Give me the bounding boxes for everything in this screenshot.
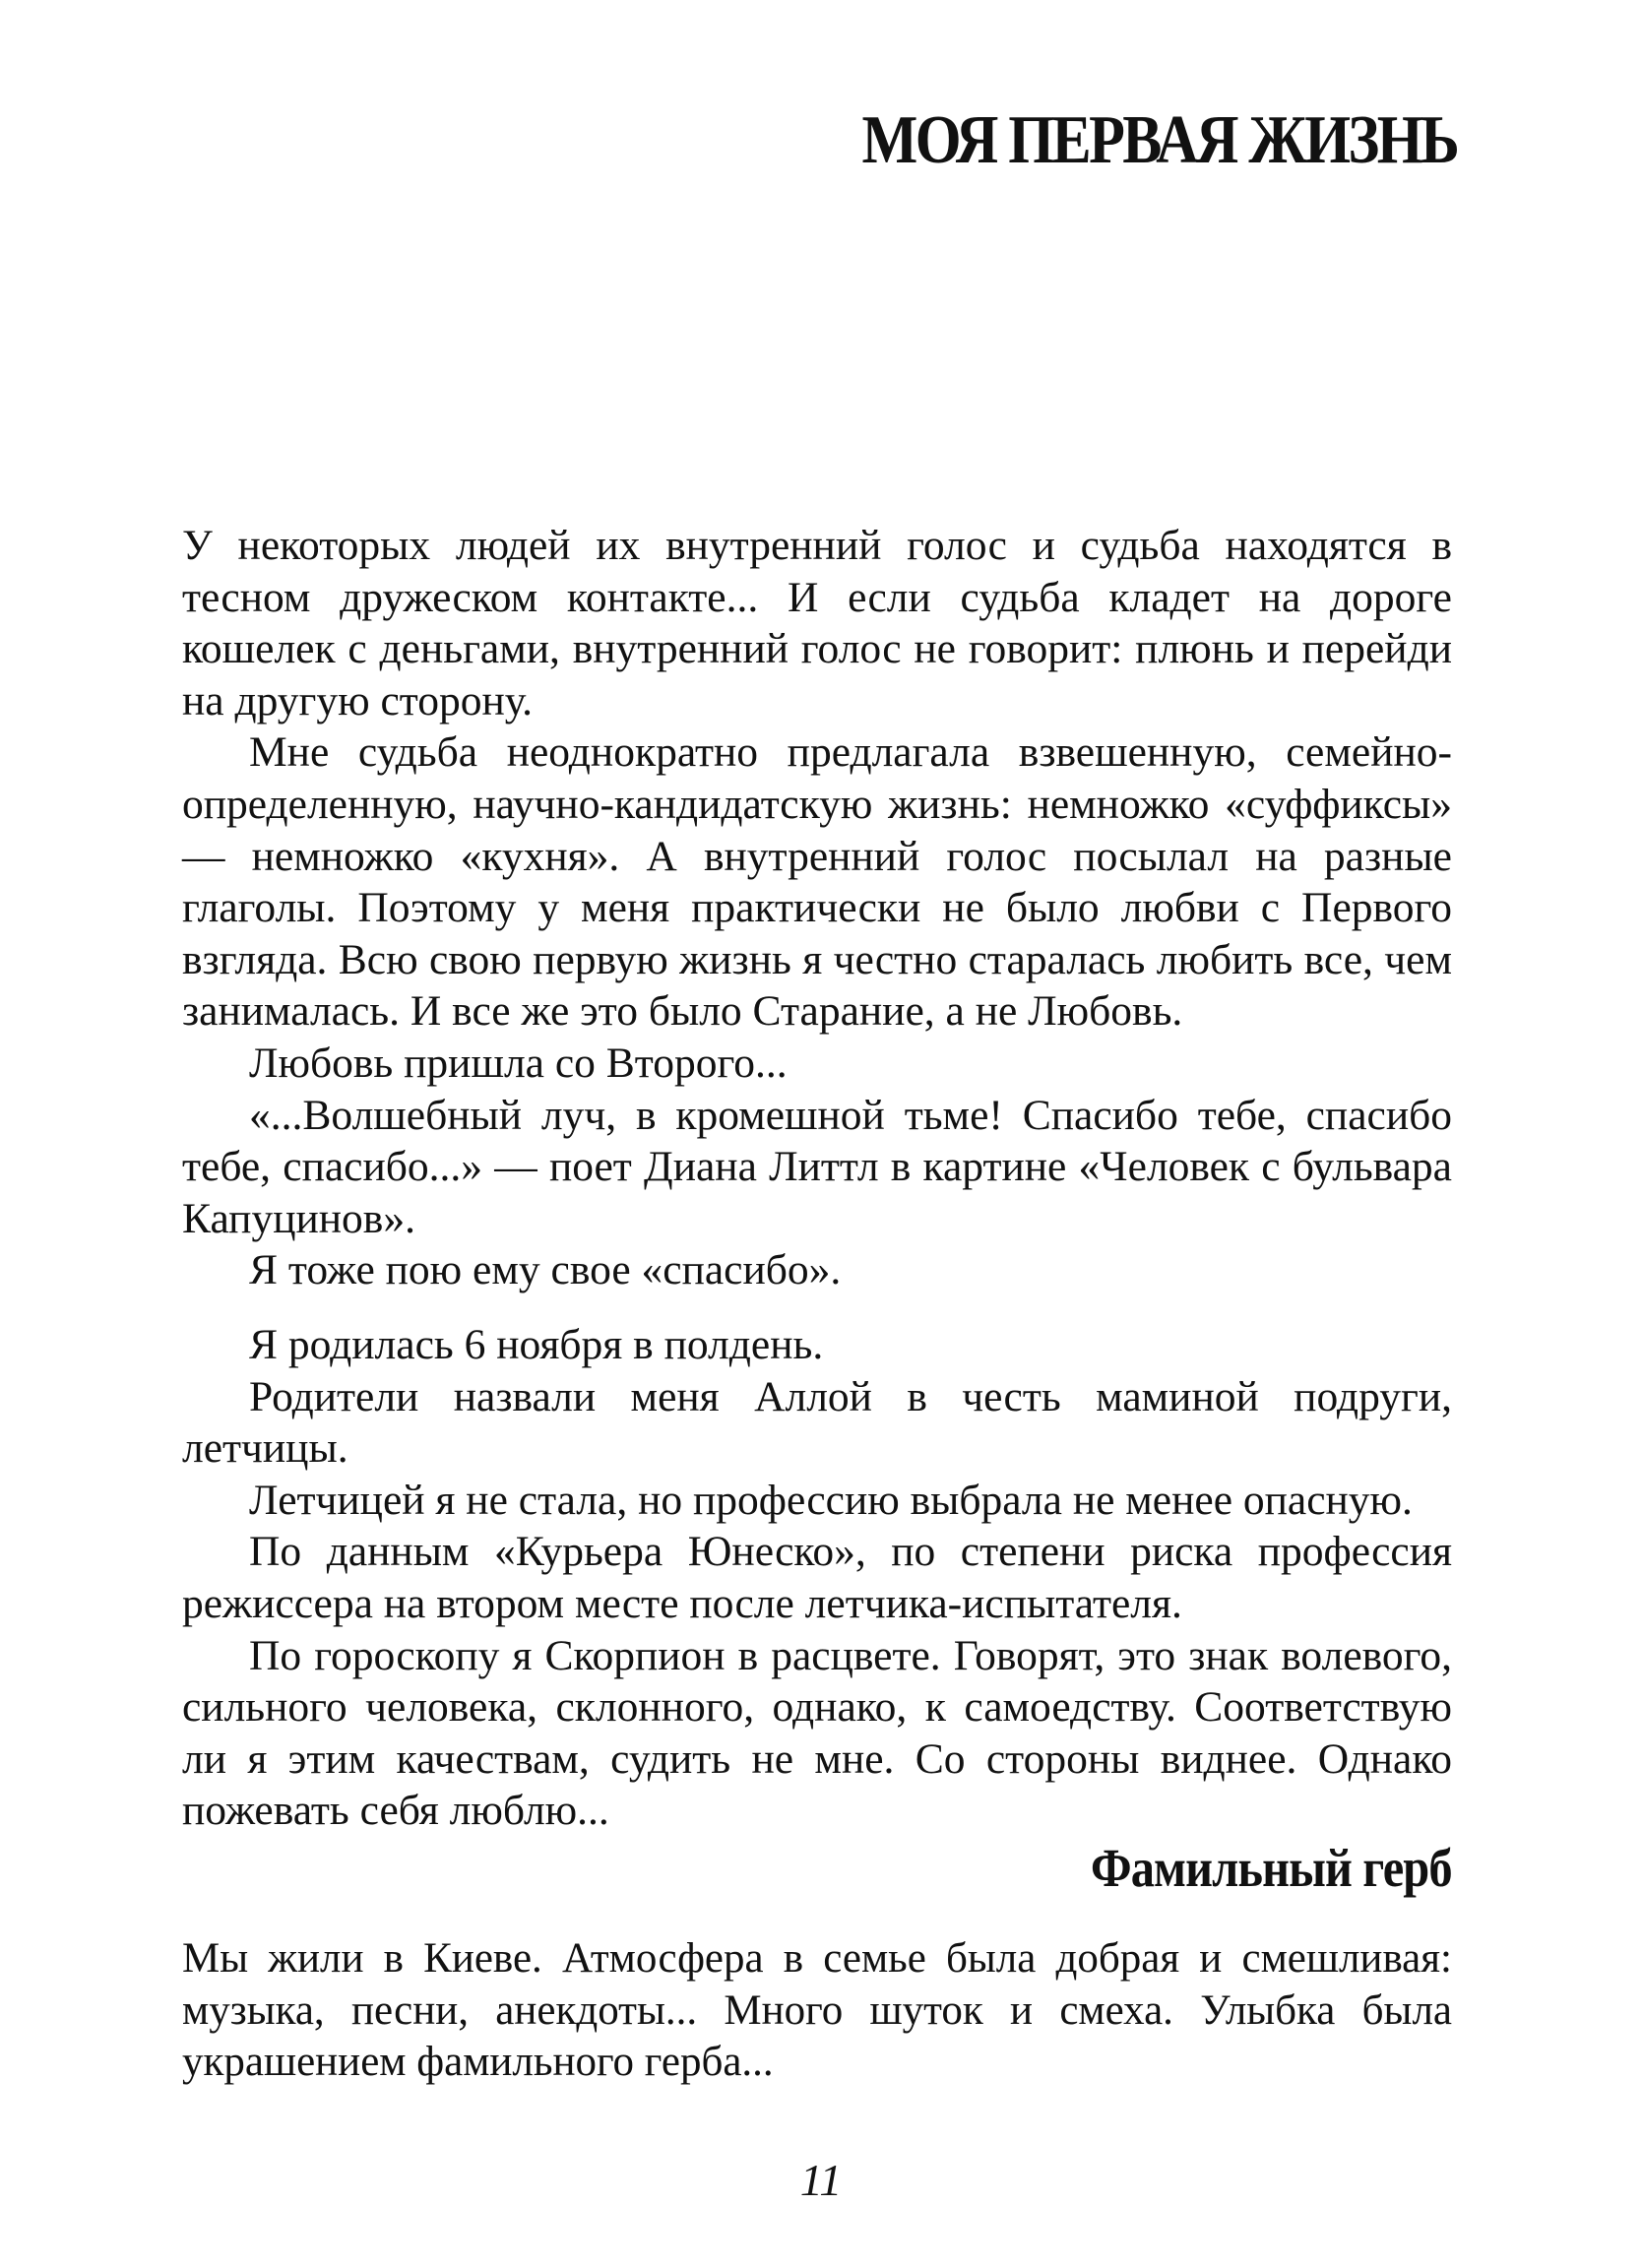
birth-paragraph-2: Родители назвали меня Аллой в честь маминой подруги, летчицы.: [182, 1372, 1452, 1473]
birth-paragraph-5: По гороскопу я Скорпион в расцвете. Говорят, это знак волевого, сильного человека, склонного, однако, к самоедству. Соответствую ли я этим качествам, судить не мне. Со стороны виднее. Однако пожевать себя люблю...: [182, 1631, 1452, 1835]
birth-paragraph-4: По данным «Курьера Юнеско», по степени риска профессия режиссера на втором месте после летчика-испытателя.: [182, 1528, 1452, 1627]
intro-text: [182, 520, 1452, 1296]
section-paragraph-1: Мы жили в Киеве. Атмосфера в семье была добрая и смешливая: музыка, песни, анекдоты... Много шуток и смеха. Улыбка была украшением фамильного герба...: [182, 1935, 1452, 2086]
section-text: [182, 1933, 1452, 2089]
intro-paragraph-4: «...Волшебный луч, в кромешной тьме! Спасибо тебе, спасибо тебе, спасибо...» — поет Диана Литтл в картине «Человек с бульвара Капуцинов».: [182, 1091, 1452, 1242]
intro-paragraph-3: Любовь пришла со Второго...: [249, 1039, 788, 1087]
intro-paragraph-1: У некоторых людей их внутренний голос и судьба находятся в тесном дружеском контакте... И если судьба кладет на дороге кошелек с деньгами, внутренний голос не говорит: плюнь и перейди на другую сторону.: [182, 522, 1452, 724]
birth-text: [182, 1319, 1452, 1837]
intro-paragraph-5: Я тоже пою ему свое «спасибо».: [249, 1246, 842, 1294]
birth-paragraph-3: Летчицей я не стала, но профессию выбрала не менее опасную.: [249, 1476, 1413, 1524]
page-number: 11: [799, 2155, 843, 2205]
chapter-title: МОЯ ПЕРВАЯ ЖИЗНЬ: [861, 102, 1457, 178]
intro-paragraph-2: Мне судьба неоднократно предлагала взвешенную, семейно-определенную, научно-кандидатскую жизнь: немножко «суффиксы» — немножко «кухня». А внутренний голос посылал на разные глаголы. Поэтому у меня практически не было любви с Первого взгляда. Всю свою первую жизнь я честно старалась любить все, чем занималась. И все же это было Старание, а не Любовь.: [182, 728, 1452, 1036]
section-title: Фамильный герб: [1091, 1838, 1452, 1898]
birth-paragraph-1: Я родилась 6 ноября в полдень.: [249, 1321, 824, 1368]
